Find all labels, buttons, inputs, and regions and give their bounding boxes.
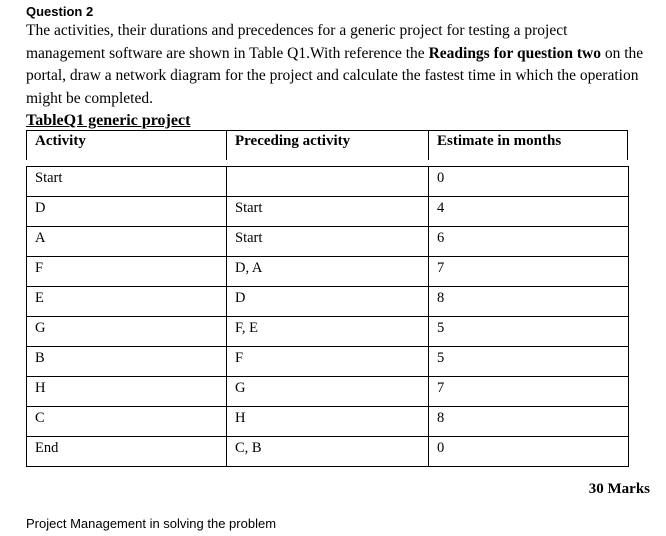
activity-table bbox=[26, 166, 629, 467]
activity-cell: End bbox=[27, 437, 227, 467]
question-title: Question 2 bbox=[26, 4, 94, 19]
preceding-cell: D bbox=[227, 287, 429, 317]
table-row bbox=[27, 197, 629, 227]
preceding-cell: H bbox=[227, 407, 429, 437]
estimate-cell: 7 bbox=[429, 257, 629, 287]
table-row bbox=[27, 407, 629, 437]
table-row bbox=[27, 287, 629, 317]
activity-cell: G bbox=[27, 317, 227, 347]
activity-cell: F bbox=[27, 257, 227, 287]
estimate-cell: 5 bbox=[429, 347, 629, 377]
activity-cell: E bbox=[27, 287, 227, 317]
preceding-cell: G bbox=[227, 377, 429, 407]
preceding-cell: F bbox=[227, 347, 429, 377]
estimate-cell: 8 bbox=[429, 287, 629, 317]
table-row bbox=[27, 347, 629, 377]
activity-cell: D bbox=[27, 197, 227, 227]
preceding-cell: F, E bbox=[227, 317, 429, 347]
preceding-cell: D, A bbox=[227, 257, 429, 287]
table-row bbox=[27, 167, 629, 197]
estimate-cell: 0 bbox=[429, 167, 629, 197]
estimate-cell: 0 bbox=[429, 437, 629, 467]
estimate-cell: 4 bbox=[429, 197, 629, 227]
table-header bbox=[26, 130, 628, 160]
readings-reference: Readings for question two bbox=[428, 44, 601, 62]
table-row bbox=[27, 377, 629, 407]
activity-cell: B bbox=[27, 347, 227, 377]
preceding-cell: C, B bbox=[227, 437, 429, 467]
table-row bbox=[27, 257, 629, 287]
footer-text: Project Management in solving the problem bbox=[26, 516, 277, 531]
table-caption: TableQ1 generic project bbox=[26, 112, 191, 129]
question-body bbox=[26, 20, 646, 110]
marks-label: 30 Marks bbox=[588, 481, 650, 497]
activity-cell: A bbox=[27, 227, 227, 257]
estimate-cell: 5 bbox=[429, 317, 629, 347]
estimate-cell: 8 bbox=[429, 407, 629, 437]
table-row bbox=[27, 317, 629, 347]
activity-cell: Start bbox=[27, 167, 227, 197]
preceding-cell: Start bbox=[227, 197, 429, 227]
activity-cell: C bbox=[27, 407, 227, 437]
estimate-cell: 6 bbox=[429, 227, 629, 257]
column-header-estimate: Estimate in months bbox=[428, 131, 628, 160]
column-header-activity: Activity bbox=[26, 131, 226, 160]
preceding-cell bbox=[227, 167, 429, 197]
column-header-preceding: Preceding activity bbox=[226, 131, 428, 160]
body-text: The activities, their durations and precedences for a generic project for testing a project management software are shown in Table Q1.With reference the bbox=[26, 22, 568, 62]
body-text-2: on the portal, draw a network diagram for the project and calculate the fastest time in which the operation might be completed. bbox=[26, 44, 644, 107]
activity-cell: H bbox=[27, 377, 227, 407]
preceding-cell: Start bbox=[227, 227, 429, 257]
table-row bbox=[27, 227, 629, 257]
table-row bbox=[27, 437, 629, 467]
estimate-cell: 7 bbox=[429, 377, 629, 407]
